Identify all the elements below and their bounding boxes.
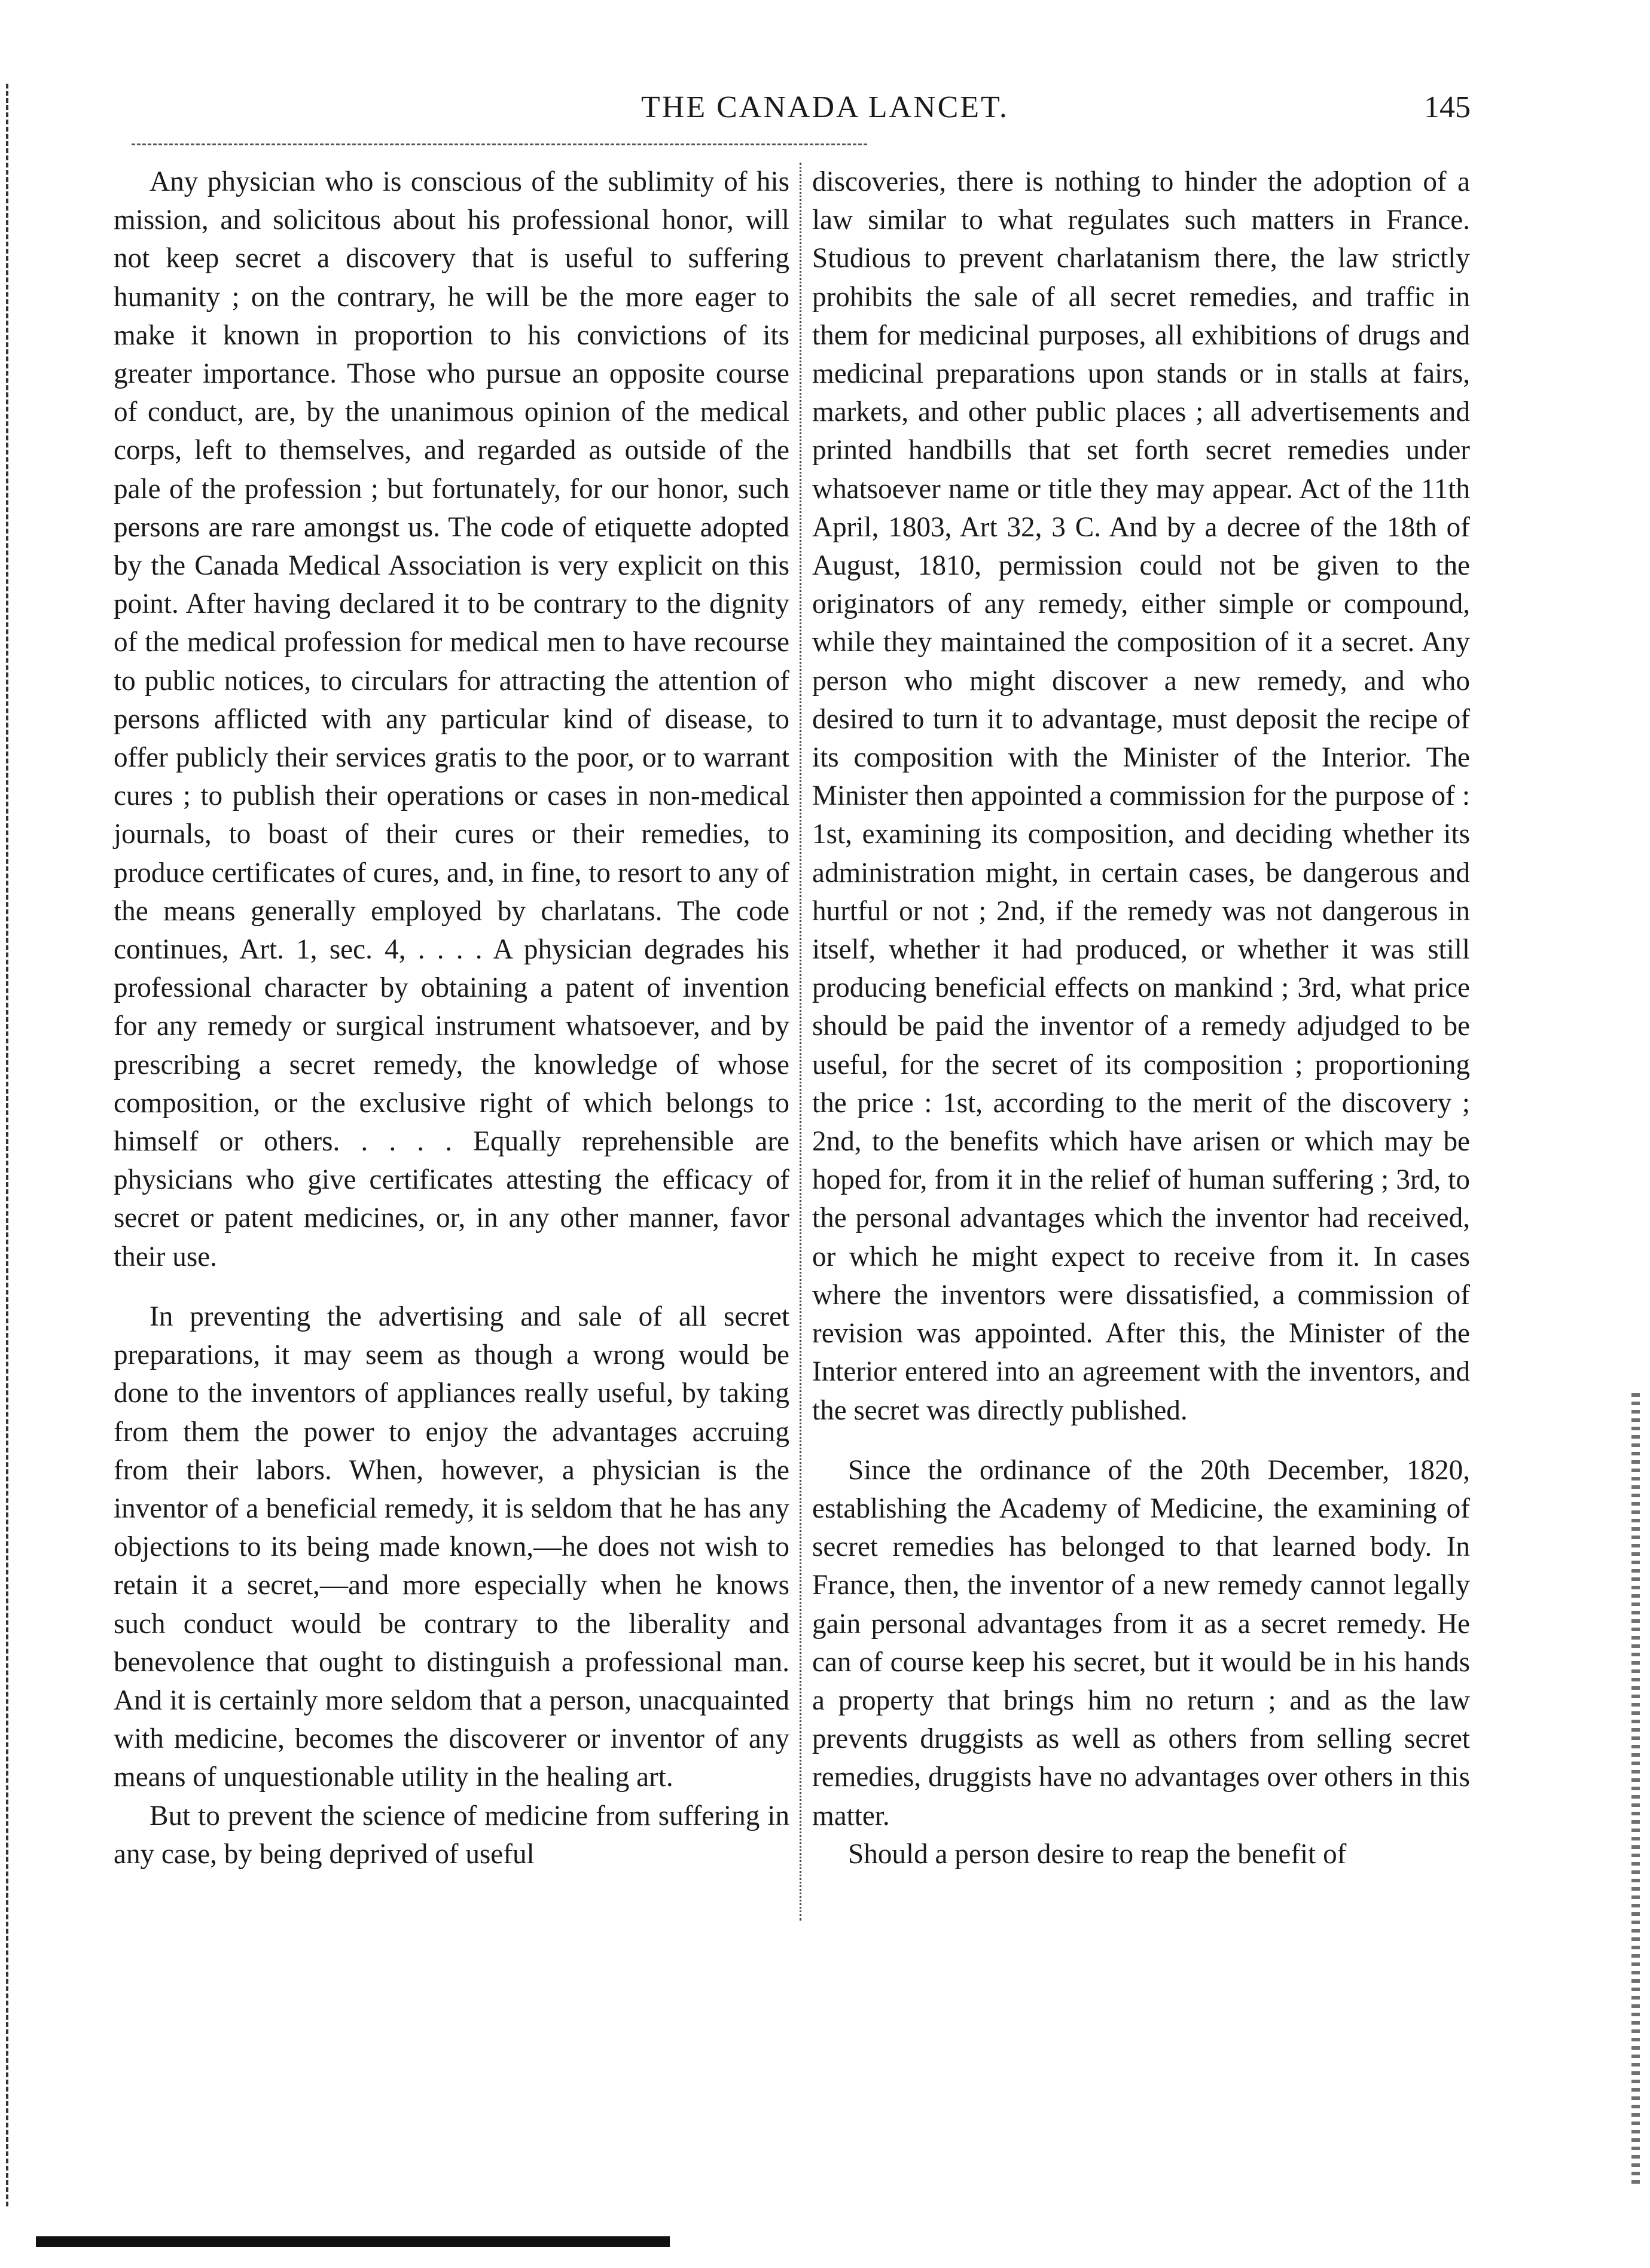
paragraph: Should a person desire to reap the benefit of (848, 1838, 1347, 1870)
page-number: 145 (1424, 90, 1471, 124)
paragraph: In preventing the advertising and sale of all secret preparations, it may seem as though a wrong would be done to the inventors of appliances really useful, by taking from them the power to enjoy the advantages accruing from their labors. When, however, a physician is the inventor of a beneficial remedy, it is seldom that he has any objections to its being made known,—he does not wish to retain it a secret,—and more especially when he knows such conduct would be contrary to the liberality and benevolence that ought to distinguish a professional man. And it is certainly more seldom that a person, unacquainted with medicine, becomes the discoverer or inventor of any means of unquestionable utility in the healing art. (114, 1301, 789, 1793)
scan-edge-right (1631, 1393, 1640, 2188)
column-divider (800, 163, 801, 1921)
scan-footer-bar (36, 2236, 670, 2247)
header-rule (132, 144, 867, 145)
paragraph: But to prevent the science of medicine from suffering in any case, by being deprived of useful (114, 1800, 789, 1870)
paragraph: Any physician who is conscious of the sublimity of his mission, and solicitous about his professional honor, will not keep secret a discovery that is useful to suffering humanity ; on the contrary, he will be the more eager to make it known in proportion to his convictions of its greater importance. Those who pursue an opposite course of conduct, are, by the unanimous opinion of the medical corps, left to themselves, and regarded as outside of the pale of the profession ; but fortunately, for our honor, such persons are rare amongst us. The code of etiquette adopted by the Canada Medical Association is very explicit on this point. After having declared it to be contrary to the dignity of the medical profession for medical men to have recourse to public notices, to circulars for attracting the attention of persons afflicted with any particular kind of disease, to offer publicly their services gratis to the poor, or to warrant cures ; to publish their operations or cases in non-medical journals, to boast of their cures or their remedies, to produce certificates of cures, and, in fine, to resort to any of the means generally employed by charlatans. The code continues, Art. 1, sec. 4, . . . . A physician degrades his professional character by obtaining a patent of invention for any remedy or surgical instrument whatsoever, and by prescribing a secret remedy, the knowledge of whose composition, or the exclusive right of which belongs to himself or others. . . . . Equally reprehensible are physicians who give certificates attesting the efficacy of secret or patent medicines, or, in any other manner, favor their use. (114, 166, 789, 1272)
paragraph: Since the ordinance of the 20th December, 1820, establishing the Academy of Medicine, the examining of secret remedies has belonged to that learned body. In France, then, the inventor of a new remedy cannot legally gain personal advantages from it as a secret remedy. He can of course keep his secret, but it would be in his hands a property that brings him no return ; and as the law prevents druggists as well as others from selling secret remedies, druggists have no advantages over others in this matter. (812, 1454, 1470, 1832)
paragraph: discoveries, there is nothing to hinder the adoption of a law similar to what regulates such matters in France. Studious to prevent charlatanism there, the law strictly prohibits the sale of all secret remedies, and traffic in them for medicinal purposes, all exhibitions of drugs and medicinal preparations upon stands or in stalls at fairs, markets, and other public places ; all advertisements and printed handbills that set forth secret remedies under whatsoever name or title they may appear. Act of the 11th April, 1803, Art 32, 3 C. And by a decree of the 18th of August, 1810, permission could not be given to the originators of any remedy, either simple or compound, while they maintained the composition of it a secret. Any person who might discover a new remedy, and who desired to turn it to advantage, must deposit the recipe of its composition with the Minister of the Interior. The Minister then appointed a commission for the purpose of : 1st, examining its composition, and deciding whether its administration might, in certain cases, be dangerous and hurtful or not ; 2nd, if the remedy was not dangerous in itself, whether it had produced, or whether it was still producing beneficial effects on mankind ; 3rd, what price should be paid the inventor of a remedy adjudged to be useful, for the secret of its composition ; proportioning the price : 1st, according to the merit of the discovery ; 2nd, to the benefits which have arisen or which may be hoped for, from it in the relief of human suffering ; 3rd, to the personal advantages which the inventor had received, or which he might expect to receive from it. In cases where the inventors were dissatisfied, a commission of revision was appointed. After this, the Minister of the Interior entered into an agreement with the inventors, and the secret was directly published. (812, 166, 1470, 1426)
running-header-title: THE CANADA LANCET. (641, 90, 1009, 124)
left-column (114, 163, 789, 1873)
scan-edge-left (6, 84, 8, 2206)
right-column (812, 163, 1470, 1873)
